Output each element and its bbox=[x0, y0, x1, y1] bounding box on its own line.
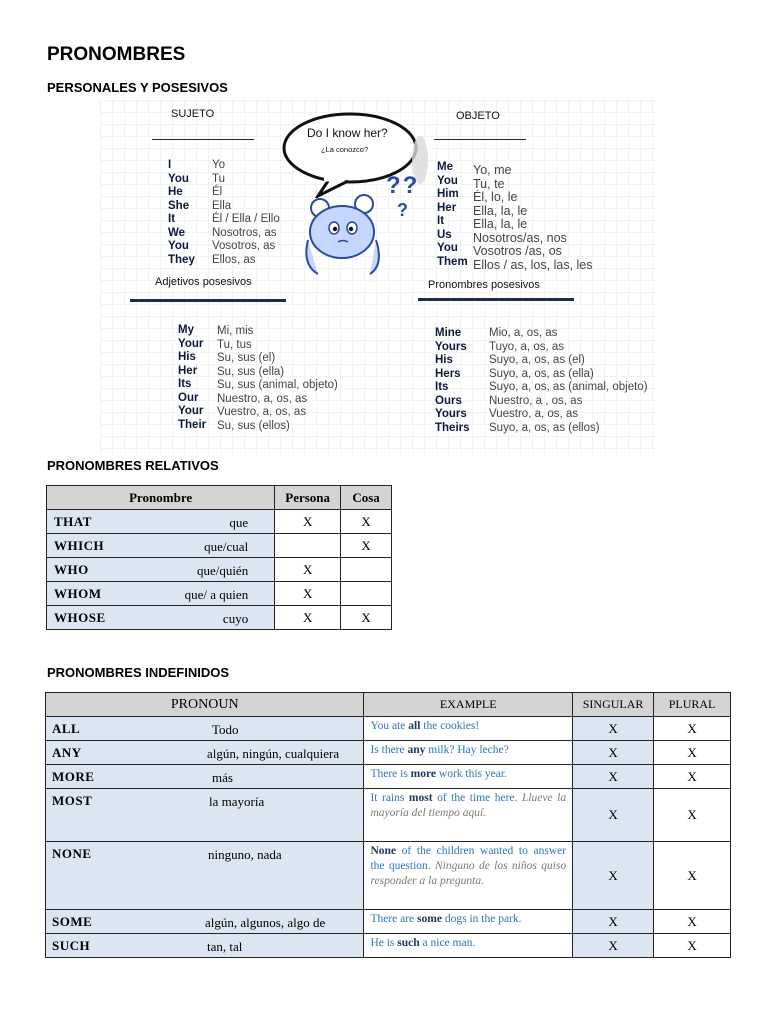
header-pronoun: PRONOUN bbox=[46, 693, 364, 717]
pronoun-en: ALL bbox=[52, 721, 81, 736]
pronoun-en: SOME bbox=[52, 914, 93, 929]
subject-en: You bbox=[168, 240, 189, 252]
adj-en: Its bbox=[178, 378, 192, 390]
pronoun-en: WHOSE bbox=[54, 610, 106, 625]
singular-cell: X bbox=[573, 789, 654, 842]
plural-cell: X bbox=[654, 934, 731, 958]
pronoun-cell bbox=[47, 582, 275, 606]
pronoun-es: ninguno, nada bbox=[208, 847, 282, 862]
adj-en-list bbox=[178, 324, 206, 432]
pronoun-cell bbox=[47, 558, 275, 582]
pronoun-cell bbox=[47, 534, 275, 558]
pos-es: Mio, a, os, as bbox=[489, 327, 558, 339]
example-text: dogs in the park. bbox=[441, 913, 522, 925]
header-persona: Persona bbox=[275, 486, 341, 510]
pronoun-es: que/ a quien bbox=[184, 587, 249, 602]
adj-es: Mi, mis bbox=[217, 325, 254, 337]
pos-en: Yours bbox=[435, 340, 467, 353]
example-text: There are bbox=[370, 913, 418, 925]
pos-es: Suyo, a, os, as (animal, objeto) bbox=[489, 381, 648, 393]
object-en: You bbox=[437, 174, 458, 187]
table-header-row bbox=[46, 693, 731, 717]
table-row bbox=[46, 765, 731, 789]
subject-es: Tu bbox=[212, 172, 225, 185]
object-es: Ellos / as, los, las, les bbox=[473, 257, 593, 272]
object-es: Yo, me bbox=[473, 163, 512, 177]
example-text: There is bbox=[370, 768, 411, 780]
pos-en: His bbox=[435, 354, 453, 366]
cosa-cell: X bbox=[341, 510, 392, 534]
singular-cell: X bbox=[573, 910, 654, 934]
persona-cell bbox=[275, 534, 341, 558]
object-es: Ella, la, le bbox=[473, 203, 528, 218]
adj-es-list bbox=[217, 325, 338, 433]
example-cell bbox=[364, 842, 573, 910]
pronoun-cell bbox=[46, 741, 364, 765]
pronoun-en: THAT bbox=[54, 514, 92, 529]
subject-es: Ellos, as bbox=[212, 253, 256, 266]
object-underline bbox=[434, 139, 526, 140]
pronoun-en: SUCH bbox=[52, 938, 91, 953]
example-text: You ate bbox=[370, 720, 409, 732]
adj-en: Your bbox=[178, 337, 204, 350]
pronoun-cell bbox=[47, 606, 275, 630]
pos-es: Suyo, a, os, as (el) bbox=[489, 354, 585, 366]
pronoun-en: WHICH bbox=[54, 538, 105, 553]
pronoun-cell bbox=[46, 717, 364, 741]
example-translation: Llueve la mayoría del tiempo aquí. bbox=[370, 792, 567, 819]
object-en: Them bbox=[437, 255, 468, 268]
pos-en: Its bbox=[435, 381, 449, 393]
subject-es: Yo bbox=[212, 159, 226, 171]
example-cell bbox=[364, 717, 573, 741]
subject-en: It bbox=[168, 213, 176, 225]
singular-cell: X bbox=[573, 741, 654, 765]
adj-es: Su, sus (animal, objeto) bbox=[217, 379, 338, 391]
header-cosa: Cosa bbox=[341, 486, 392, 510]
example-translation: Ninguno de los niños quiso responder a la pregunta. bbox=[370, 860, 567, 887]
pronoun-en: NONE bbox=[52, 846, 92, 861]
pronoun-es: cuyo bbox=[222, 611, 249, 626]
plural-cell: X bbox=[654, 741, 731, 765]
object-en: You bbox=[437, 242, 458, 254]
adj-es: Su, sus (ellos) bbox=[217, 419, 290, 432]
pronoun-en: WHO bbox=[54, 562, 89, 577]
pronoun-es: Todo bbox=[212, 722, 239, 737]
object-es: Vosotros /as, os bbox=[473, 244, 562, 258]
pronoun-cell bbox=[46, 789, 364, 842]
pronoun-cell bbox=[46, 842, 364, 910]
pronoun-cell bbox=[46, 765, 364, 789]
example-text: of the children wanted to answer the question. bbox=[370, 845, 567, 872]
subject-label: SUJETO bbox=[171, 108, 215, 120]
cosa-cell: X bbox=[341, 534, 392, 558]
example-text: He is bbox=[370, 937, 398, 949]
singular-cell: X bbox=[573, 765, 654, 789]
adj-es: Su, sus (ella) bbox=[217, 365, 285, 378]
example-keyword: some bbox=[417, 913, 442, 925]
persona-cell: X bbox=[275, 606, 341, 630]
example-keyword: all bbox=[408, 720, 421, 732]
section-heading-personal: PERSONALES Y POSESIVOS bbox=[47, 80, 228, 95]
table-row bbox=[46, 842, 731, 910]
header-plural: PLURAL bbox=[654, 693, 731, 717]
pronoun-en: WHOM bbox=[54, 586, 102, 601]
persona-cell: X bbox=[275, 582, 341, 606]
pos-es: Tuyo, a, os, as bbox=[489, 340, 564, 353]
header-singular: SINGULAR bbox=[573, 693, 654, 717]
example-keyword: None bbox=[370, 845, 396, 857]
example-text: of the time here. bbox=[432, 792, 518, 804]
subject-en: We bbox=[168, 226, 186, 239]
adj-en: My bbox=[178, 324, 194, 336]
adj-en: Their bbox=[178, 418, 207, 431]
adj-en: Our bbox=[178, 391, 199, 404]
pronoun-cell bbox=[47, 510, 275, 534]
plural-cell: X bbox=[654, 765, 731, 789]
pronoun-es: que/quién bbox=[196, 563, 249, 578]
subject-en: They bbox=[168, 253, 195, 266]
pos-en-list bbox=[435, 327, 470, 435]
object-en: Him bbox=[437, 188, 459, 200]
object-es: Él, lo, le bbox=[473, 190, 518, 204]
pos-en: Ours bbox=[435, 394, 462, 407]
plural-cell: X bbox=[654, 789, 731, 842]
subject-en-list bbox=[168, 159, 195, 267]
pronoun-es: tan, tal bbox=[207, 939, 243, 954]
persona-cell: X bbox=[275, 558, 341, 582]
adj-es: Vuestro, a, os, as bbox=[217, 406, 307, 418]
pos-es: Suyo, a, os, as (ella) bbox=[489, 367, 594, 380]
pronoun-en: MORE bbox=[52, 769, 95, 784]
section-heading-indefinite: PRONOMBRES INDEFINIDOS bbox=[47, 665, 230, 680]
example-cell bbox=[364, 934, 573, 958]
pron-underline bbox=[418, 298, 574, 301]
pronoun-cell bbox=[46, 934, 364, 958]
pronoun-en: MOST bbox=[52, 793, 93, 808]
object-en: Us bbox=[437, 228, 452, 241]
pos-es: Vuestro, a, os, as bbox=[489, 408, 579, 420]
section-heading-relative: PRONOMBRES RELATIVOS bbox=[47, 458, 219, 473]
pos-es-list bbox=[489, 327, 648, 435]
example-text: a nice man. bbox=[419, 937, 476, 949]
object-es: Ella, la, le bbox=[473, 217, 528, 231]
table-row bbox=[47, 534, 392, 558]
object-en-list bbox=[437, 161, 468, 269]
adj-es: Su, sus (el) bbox=[217, 352, 276, 364]
subject-es: Él / Ella / Ello bbox=[212, 213, 280, 225]
example-text: the cookies! bbox=[420, 720, 480, 732]
table-header-row bbox=[47, 486, 392, 510]
bubble-text: Do I know her? bbox=[307, 126, 388, 140]
subject-es: Vosotros, as bbox=[212, 240, 276, 252]
pronoun-es: que/cual bbox=[204, 539, 249, 554]
header-pronombre: Pronombre bbox=[47, 486, 275, 510]
pos-en: Yours bbox=[435, 408, 467, 420]
header-example: EXAMPLE bbox=[364, 693, 573, 717]
table-row bbox=[46, 741, 731, 765]
example-text: Is there bbox=[370, 744, 408, 756]
cosa-cell: X bbox=[341, 606, 392, 630]
example-text: milk? Hay leche? bbox=[425, 744, 509, 756]
pos-es: Suyo, a, os, as (ellos) bbox=[489, 421, 600, 434]
object-label: OBJETO bbox=[456, 110, 500, 122]
adj-en: Her bbox=[178, 364, 198, 377]
subject-es-list bbox=[212, 159, 280, 267]
bubble-subtext: ¿La conozco? bbox=[321, 145, 369, 154]
example-text: work this year. bbox=[436, 768, 507, 780]
adj-underline bbox=[130, 299, 286, 302]
question-marks: ?? bbox=[386, 172, 420, 199]
indefinite-pronouns-table bbox=[45, 692, 731, 958]
example-cell bbox=[364, 910, 573, 934]
subject-en: You bbox=[168, 172, 189, 185]
example-keyword: more bbox=[410, 768, 437, 780]
table-row bbox=[47, 510, 392, 534]
object-en: Me bbox=[437, 161, 453, 173]
cosa-cell bbox=[341, 558, 392, 582]
question-mark-small: ? bbox=[397, 200, 408, 220]
pos-en: Theirs bbox=[435, 421, 470, 434]
pos-es: Nuestro, a , os, as bbox=[489, 394, 583, 407]
table-row bbox=[46, 717, 731, 741]
subject-en: He bbox=[168, 186, 183, 198]
subject-es: Nosotros, as bbox=[212, 226, 277, 239]
pos-en: Hers bbox=[435, 367, 461, 380]
page-title: PRONOMBRES bbox=[47, 44, 186, 65]
adj-en: His bbox=[178, 351, 196, 363]
adjectives-possessive-label: Adjetivos posesivos bbox=[155, 276, 252, 288]
pronoun-es: más bbox=[212, 770, 233, 785]
plural-cell: X bbox=[654, 717, 731, 741]
adj-en: Your bbox=[178, 405, 204, 417]
relative-pronouns-table bbox=[46, 485, 392, 630]
pronouns-illustration bbox=[100, 100, 656, 456]
singular-cell: X bbox=[573, 842, 654, 910]
example-keyword: most bbox=[408, 792, 433, 804]
table-row bbox=[46, 910, 731, 934]
object-en: It bbox=[437, 215, 445, 227]
object-es: Tu, te bbox=[473, 176, 505, 191]
example-cell bbox=[364, 741, 573, 765]
example-keyword: such bbox=[397, 937, 420, 949]
subject-en: I bbox=[168, 159, 172, 171]
pronoun-es: algún, ningún, cualquiera bbox=[207, 746, 340, 761]
adj-es: Tu, tus bbox=[217, 338, 252, 351]
object-es: Nosotros/as, nos bbox=[473, 230, 567, 245]
subject-es: Él bbox=[212, 186, 223, 198]
object-en: Her bbox=[437, 201, 457, 214]
persona-cell: X bbox=[275, 510, 341, 534]
plural-cell: X bbox=[654, 910, 731, 934]
example-cell bbox=[364, 789, 573, 842]
subject-es: Ella bbox=[212, 199, 232, 212]
plural-cell: X bbox=[654, 842, 731, 910]
singular-cell: X bbox=[573, 717, 654, 741]
pronoun-es: que bbox=[229, 515, 249, 530]
example-text: It rains bbox=[370, 792, 409, 804]
object-es-list bbox=[473, 164, 593, 272]
pronoun-es: algún, algunos, algo de bbox=[205, 915, 326, 930]
table-row bbox=[47, 558, 392, 582]
table-row bbox=[46, 789, 731, 842]
example-keyword: any bbox=[407, 744, 426, 756]
table-row bbox=[46, 934, 731, 958]
subject-en: She bbox=[168, 199, 190, 212]
pronoun-cell bbox=[46, 910, 364, 934]
pronouns-possessive-label: Pronombres posesivos bbox=[428, 279, 540, 291]
subject-underline bbox=[152, 139, 254, 140]
example-cell bbox=[364, 765, 573, 789]
singular-cell: X bbox=[573, 934, 654, 958]
adj-es: Nuestro, a, os, as bbox=[217, 392, 308, 405]
cosa-cell bbox=[341, 582, 392, 606]
pronoun-en: ANY bbox=[52, 745, 82, 760]
table-row bbox=[47, 582, 392, 606]
pos-en: Mine bbox=[435, 327, 462, 339]
table-row bbox=[47, 606, 392, 630]
pronoun-es: la mayoría bbox=[209, 794, 265, 809]
